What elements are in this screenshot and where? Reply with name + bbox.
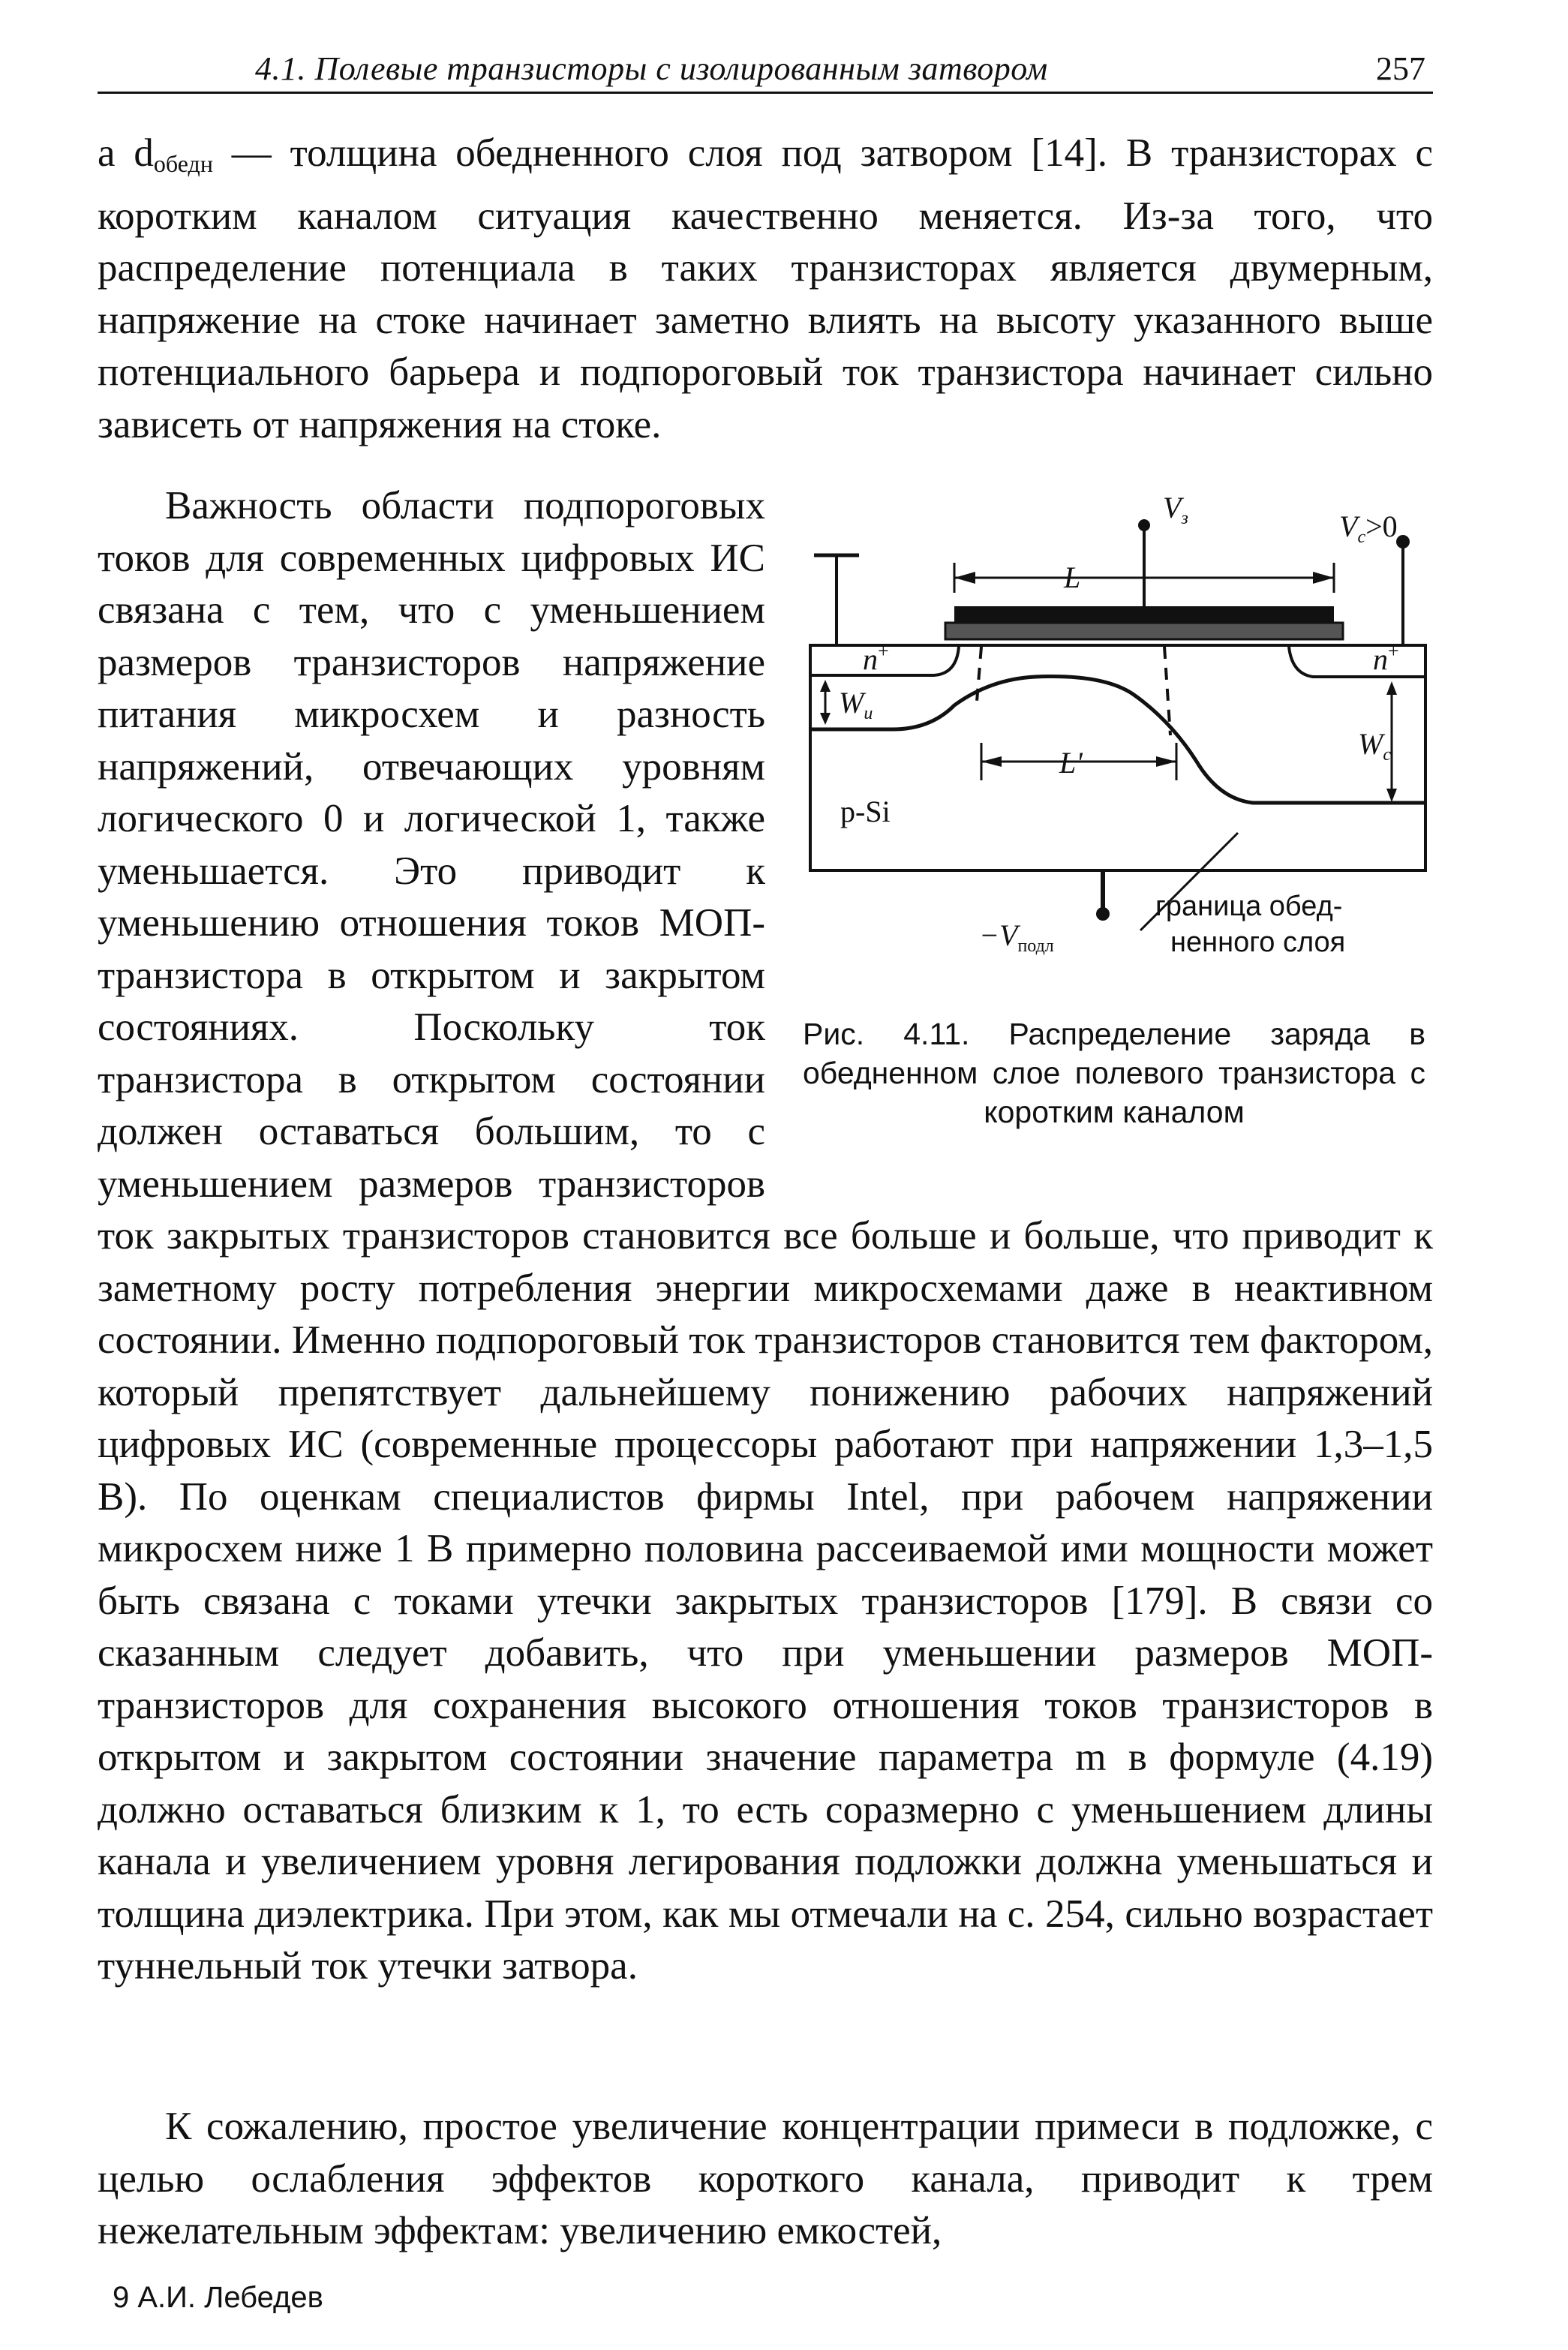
gate-terminal <box>1138 519 1150 531</box>
drain-voltage-label: $V_с>0$ <box>1339 509 1398 547</box>
depletion-boundary <box>810 676 1425 803</box>
figure-caption: Рис. 4.11. Распределение заряда в обедненном слое полевого транзистора с коротким каналом <box>803 1017 1425 1129</box>
intro-paragraph <box>98 128 1433 451</box>
drain-terminal <box>1396 535 1410 548</box>
substrate-label: p-Si <box>840 795 891 828</box>
intro-subscript: обедн <box>153 150 213 177</box>
gate-voltage-label: $V_з$ <box>1163 491 1188 528</box>
page-footer: 9 А.И. Лебедев <box>113 2281 323 2314</box>
gate-electrode <box>954 606 1334 623</box>
main-paragraph-text: Важность области подпороговых токов для современных цифровых ИС связана с тем, что с уменьшением размеров транзисторов напряжение питания микросхем и разность напряжений, отвечающих уровням логического 0 и логической 1, также уменьшается. Это приводит к уменьшению отношения токов МОП-транзистора в открытом и закрытом состояниях. Поскольку ток транзистора в открытом состоянии должен оставаться большим, то с уменьшением размеров транзисторов ток закрытых транзисторов становится все больше и больше, что приводит к заметному росту потребления энергии микросхемами даже в неактивном состоянии. Именно подпороговый ток транзисторов становится тем фактором, который препятствует дальнейшему понижению рабочих напряжений цифровых ИС (современные процессоры работают при напряжении 1,3–1,5 В). По оценкам специалистов фирмы Intel, при рабочем напряжении микросхем ниже 1 В примерно половина рассеиваемой ими мощности может быть связана с токами утечки закрытых транзисторов [179]. В связи со сказанным следует добавить, что при уменьшении размеров МОП-транзисторов для сохранения высокого отношения токов транзисторов в открытом и закрытом состоянии значение параметра m в формуле (4.19) должно оставаться близким к 1, то есть соразмерно с уменьшением длины канала и увеличением уровня легирования подложки должна уменьшаться и толщина диэлектрика. При этом, как мы отмечали на с. 254, сильно возрастает туннельный ток утечки затвора. <box>98 484 1433 1988</box>
effective-length-label: L' <box>1059 746 1083 780</box>
transistor-diagram <box>788 480 1433 1005</box>
page-number: 257 <box>1376 50 1425 87</box>
drain-region <box>1289 647 1425 677</box>
page-header <box>98 47 1433 94</box>
drain-doping-label: n+ <box>1373 640 1399 676</box>
boundary-label-line2: ненного слоя <box>1170 927 1346 958</box>
length-label: L <box>1064 560 1081 594</box>
gate-oxide <box>945 623 1343 639</box>
closing-paragraph-text: К сожалению, простое увеличение концентрации примеси в подложке, с целью ослабления эффектов короткого канала, приводит к трем нежелательным эффектам: увеличению емкостей, <box>98 2105 1433 2252</box>
drain-depth-label: $W_с$ <box>1358 727 1391 765</box>
source-doping-label: n+ <box>863 640 889 676</box>
substrate-box <box>810 645 1425 870</box>
intro-lead: а d <box>98 131 154 175</box>
source-depth-label: $W_и$ <box>839 686 873 723</box>
running-title: 4.1. Полевые транзисторы с изолированным затвором <box>255 50 1048 87</box>
substrate-voltage-label: $-V_{подл}$ <box>979 918 1054 956</box>
boundary-label-line1: граница обед- <box>1155 891 1343 922</box>
main-paragraph <box>98 480 1433 1993</box>
closing-paragraph <box>98 2101 1433 2258</box>
figure-4-11 <box>788 480 1433 1161</box>
intro-text: — толщина обедненного слоя под затвором [14]. В транзисторах с коротким каналом ситуация качественно меняется. Из-за того, что распределение потенциала в таких транзисторах является двумерным, напряжение на стоке начинает заметно влиять на высоту указанного выше потенциального барьера и подпороговый ток транзистора начинает сильно зависеть от напряжения на стоке. <box>98 131 1433 446</box>
